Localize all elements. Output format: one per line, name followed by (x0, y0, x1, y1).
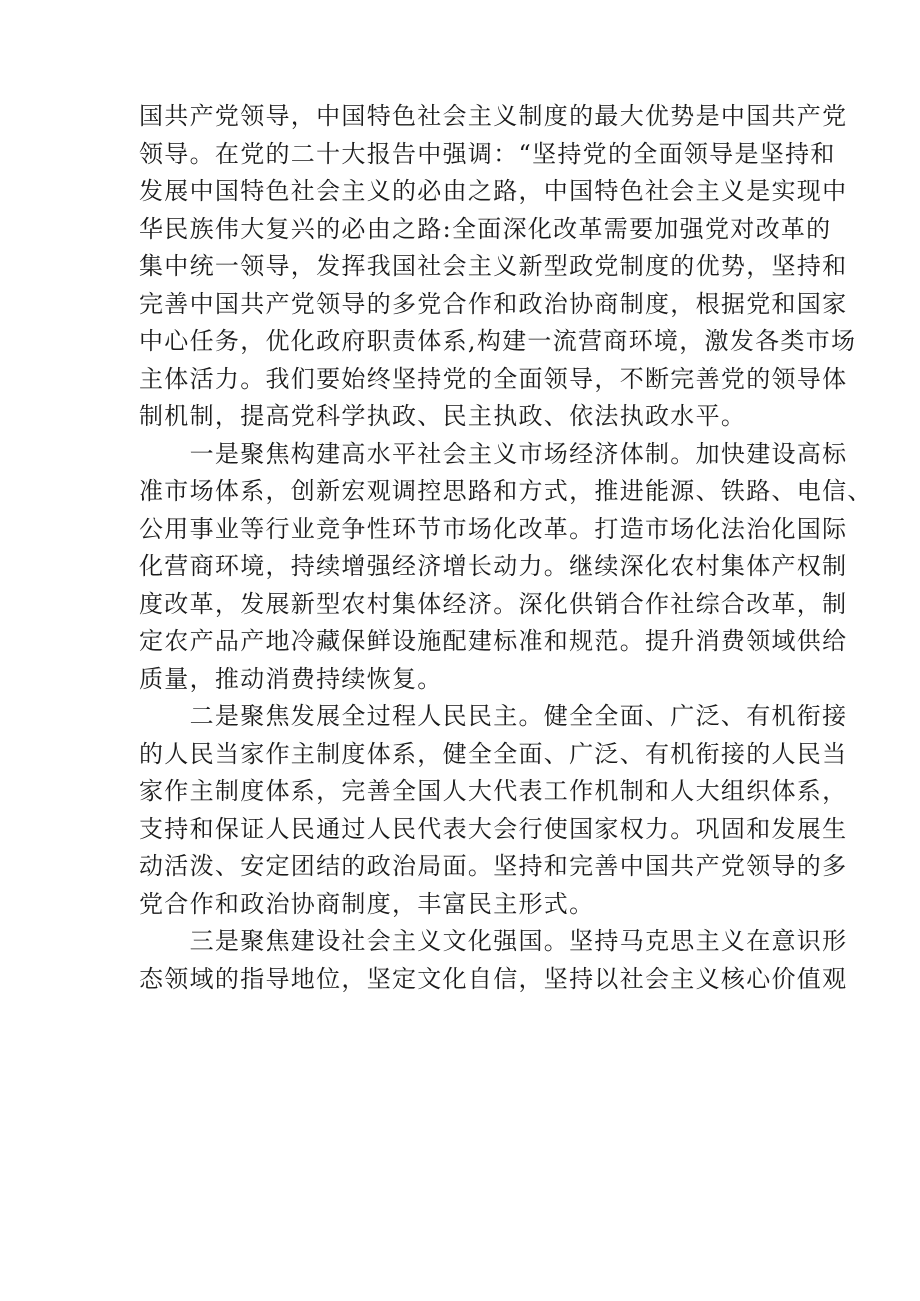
text-line: 发展中国特色社会主义的必由之路，中国特色社会主义是实现中 (139, 177, 848, 205)
paragraph-point-two (139, 698, 848, 923)
text-line: 华民族伟大复兴的必由之路:全面深化改革需要加强党对改革的 (139, 214, 832, 243)
text-line: 国共产党领导，中国特色社会主义制度的最大优势是中国共产党 (139, 102, 848, 130)
text-line: 家作主制度体系，完善全国人大代表工作机制和人大组织体系， (139, 777, 848, 805)
text-line: 二是聚焦发展全过程人民民主。健全全面、广泛、有机衔接 (139, 702, 848, 730)
text-line: 领导。在党的二十大报告中强调：“坚持党的全面领导是坚持和 (139, 139, 836, 168)
text-line: 质量，推动消费持续恢复。 (139, 664, 443, 693)
text-line: 制机制，提高党科学执政、民主执政、依法执政水平。 (139, 402, 747, 430)
text-line: 化营商环境，持续增强经济增长动力。继续深化农村集体产权制 (139, 552, 848, 580)
text-line: 动活泼、安定团结的政治局面。坚持和完善中国共产党领导的多 (139, 852, 848, 880)
text-line: 党合作和政治协商制度，丰富民主形式。 (139, 889, 595, 918)
text-line: 主体活力。我们要始终坚持党的全面领导，不断完善党的领导体 (139, 364, 848, 393)
text-line: 的人民当家作主制度体系，健全全面、广泛、有机衔接的人民当 (139, 739, 848, 768)
text-line: 完善中国共产党领导的多党合作和政治协商制度，根据党和国家 (139, 289, 848, 318)
text-line: 定农产品产地冷藏保鲜设施配建标准和规范。提升消费领域供给 (139, 627, 848, 655)
paragraph-point-one (139, 436, 873, 699)
text-line: 态领域的指导地位，坚定文化自信，坚持以社会主义核心价值观 (139, 964, 848, 993)
text-line: 集中统一领导，发挥我国社会主义新型政党制度的优势，坚持和 (139, 252, 848, 280)
text-line: 准市场体系，创新宏观调控思路和方式，推进能源、铁路、电信、 (139, 477, 873, 505)
text-line: 支持和保证人民通过人民代表大会行使国家权力。巩固和发展生 (139, 814, 848, 843)
text-line: 一是聚焦构建高水平社会主义市场经济体制。加快建设高标 (139, 439, 848, 468)
text-line: 公用事业等行业竞争性环节市场化改革。打造市场化法治化国际 (139, 514, 848, 543)
paragraph-intro (139, 98, 857, 436)
paragraph-point-three (139, 923, 848, 998)
document-body (139, 98, 873, 998)
text-line: 中心任务，优化政府职责体系,构建一流营商环境，激发各类市场 (139, 327, 857, 355)
text-line: 三是聚焦建设社会主义文化强国。坚持马克思主义在意识形 (139, 927, 848, 955)
text-line: 度改革，发展新型农村集体经济。深化供销合作社综合改革，制 (139, 589, 848, 618)
